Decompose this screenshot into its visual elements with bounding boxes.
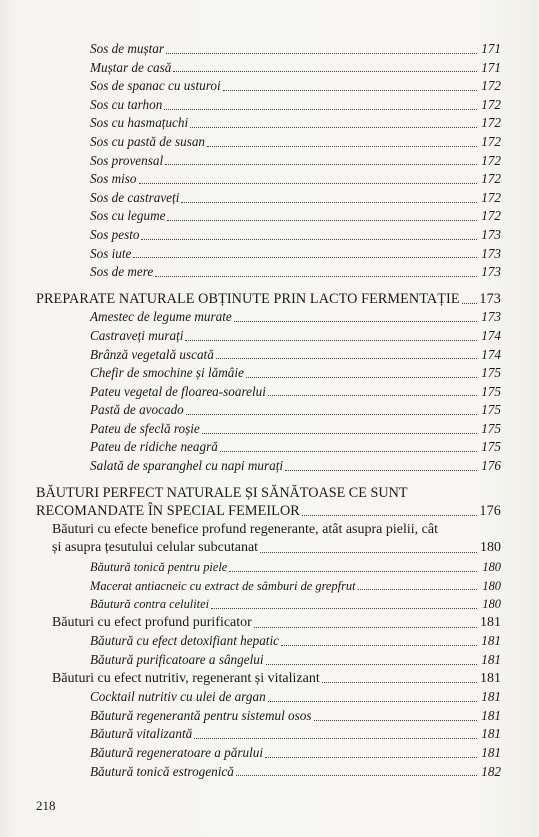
leader-dots <box>220 451 477 452</box>
page-number: 182 <box>481 763 501 779</box>
page-number: 175 <box>481 439 501 455</box>
page-number: 180 <box>482 578 501 593</box>
entry-title: Pateu de sfeclă roșie <box>90 420 200 436</box>
toc-entry[interactable] <box>36 346 501 365</box>
page-number: 174 <box>481 327 501 343</box>
toc-entry[interactable] <box>36 707 501 726</box>
section-title-line2-row <box>36 502 501 521</box>
page-number: 181 <box>480 670 501 686</box>
page-number: 172 <box>481 208 501 224</box>
sauces-group <box>36 40 501 282</box>
page-number: 172 <box>481 133 501 149</box>
leader-dots <box>236 775 477 776</box>
toc-entry[interactable] <box>36 577 501 596</box>
leader-dots <box>358 589 477 590</box>
leader-dots <box>202 433 477 434</box>
entry-title: Brânză vegetală uscată <box>90 346 214 362</box>
spacer <box>36 476 501 484</box>
leader-dots <box>268 701 477 702</box>
leader-dots <box>265 757 477 758</box>
section-lacto-fermentation[interactable] <box>36 290 501 309</box>
toc-entry[interactable] <box>36 77 501 96</box>
leader-dots <box>167 220 477 221</box>
toc-entry[interactable] <box>36 170 501 189</box>
entry-title: Sos cu legume <box>90 208 166 224</box>
toc-entry[interactable] <box>36 226 501 245</box>
entry-title: Băutură regenerantă pentru sistemul osos <box>90 707 312 723</box>
leader-dots <box>229 571 477 572</box>
page-number: 171 <box>481 59 501 75</box>
page-number: 180 <box>480 540 501 556</box>
entry-title: Sos cu hasmațuchi <box>90 115 189 131</box>
entry-title: Chefir de smochine și lămâie <box>90 365 244 381</box>
entry-title: Sos de castraveți <box>90 189 180 205</box>
leader-dots <box>141 239 477 240</box>
entry-title: Sos provensal <box>90 152 164 168</box>
leader-dots <box>165 164 477 165</box>
leader-dots <box>194 738 477 739</box>
subsection-title-line2-row <box>36 539 501 558</box>
leader-dots <box>462 303 477 304</box>
leader-dots <box>260 552 477 553</box>
entry-title: Cocktail nutritiv cu ulei de argan <box>90 689 266 705</box>
toc-entry[interactable] <box>36 327 501 346</box>
leader-dots <box>254 627 477 628</box>
subsection-title: Băuturi cu efect profund purificator <box>52 614 252 630</box>
leader-dots <box>285 470 477 471</box>
leader-dots <box>164 109 477 110</box>
page-number: 172 <box>481 78 501 94</box>
entry-title: Muștar de casă <box>90 59 172 75</box>
toc-entry[interactable] <box>36 632 501 651</box>
leader-dots <box>246 377 477 378</box>
toc-entry[interactable] <box>36 725 501 744</box>
leader-dots <box>268 395 477 396</box>
toc-entry[interactable] <box>36 114 501 133</box>
page-number: 181 <box>481 689 501 705</box>
leader-dots <box>185 340 477 341</box>
toc-entry[interactable] <box>36 133 501 152</box>
page-number: 176 <box>481 458 501 474</box>
leader-dots <box>173 71 477 72</box>
leader-dots <box>207 146 477 147</box>
page-number: 174 <box>481 346 501 362</box>
entry-title: Băutură purificatoare a sângelui <box>90 652 264 667</box>
toc-entry[interactable] <box>36 595 501 614</box>
toc-entry[interactable] <box>36 383 501 402</box>
toc-entry[interactable] <box>36 763 501 782</box>
entry-title: Sos miso <box>90 171 137 187</box>
toc-entry[interactable] <box>36 152 501 171</box>
leader-dots <box>216 358 477 359</box>
toc-entry[interactable] <box>36 364 501 383</box>
page-number: 180 <box>482 560 501 575</box>
leader-dots <box>211 608 477 609</box>
page-number: 175 <box>481 420 501 436</box>
entry-title: Amestec de legume murate <box>90 309 232 325</box>
page-number: 172 <box>481 115 501 131</box>
page-number: 172 <box>481 152 501 168</box>
entry-title: Băutură contra celulitei <box>90 597 210 612</box>
page-number: 173 <box>481 245 501 261</box>
page-number: 172 <box>481 171 501 187</box>
toc-entry[interactable] <box>36 96 501 115</box>
leader-dots <box>281 645 477 646</box>
subsection-nutritiv[interactable] <box>36 670 501 689</box>
page-number: 175 <box>481 383 501 399</box>
nutritiv-group <box>36 688 501 781</box>
page-number: 173 <box>479 290 501 307</box>
page-number: 181 <box>481 633 501 649</box>
toc-entry[interactable] <box>36 744 501 763</box>
entry-title: Sos cu tarhon <box>90 96 163 112</box>
section-bauturi[interactable] <box>36 484 501 521</box>
entry-title: Sos cu pastă de susan <box>90 133 206 149</box>
leader-dots <box>133 257 477 258</box>
toc-entry[interactable] <box>36 263 501 282</box>
regenerante-group <box>36 558 501 614</box>
section-title-line2: RECOMANDATE ÎN SPECIAL FEMEILOR <box>36 503 300 520</box>
page-number: 175 <box>481 365 501 381</box>
toc-entry[interactable] <box>36 40 501 59</box>
page-number: 173 <box>481 226 501 242</box>
leader-dots <box>302 515 477 516</box>
page-number: 171 <box>481 41 501 56</box>
leader-dots <box>186 414 477 415</box>
lacto-group <box>36 308 501 475</box>
entry-title: Sos pesto <box>90 226 140 242</box>
entry-title: Pateu de ridiche neagră <box>90 439 218 455</box>
toc-entry[interactable] <box>36 420 501 439</box>
subsection-regenerante[interactable] <box>36 521 501 558</box>
leader-dots <box>181 202 477 203</box>
toc-entry[interactable] <box>36 401 501 420</box>
toc-entry[interactable] <box>36 438 501 457</box>
toc-entry[interactable] <box>36 245 501 264</box>
leader-dots <box>155 276 477 277</box>
leader-dots <box>190 127 477 128</box>
entry-title: Pateu vegetal de floarea-soarelui <box>90 383 266 399</box>
page-number: 173 <box>481 264 501 280</box>
entry-title: Sos iute <box>90 245 132 261</box>
purificator-group <box>36 632 501 669</box>
entry-title: Castraveți murați <box>90 327 184 343</box>
toc-entry[interactable] <box>36 457 501 476</box>
page-number: 173 <box>481 309 501 325</box>
toc-entry[interactable] <box>36 207 501 226</box>
toc-entry[interactable] <box>36 688 501 707</box>
entry-title: Băutură vitalizantă <box>90 726 193 742</box>
page-number: 181 <box>481 652 501 667</box>
table-of-contents <box>36 40 501 781</box>
subsection-title-line2: și asupra țesutului celular subcutanat <box>52 540 259 556</box>
page-number: 181 <box>481 707 501 723</box>
spacer <box>36 282 501 290</box>
section-title: PREPARATE NATURALE OBȚINUTE PRIN LACTO FERMENTAȚIE <box>36 290 460 307</box>
section-title-line1: BĂUTURI PERFECT NATURALE ȘI SĂNĂTOASE CE SUNT <box>36 484 408 501</box>
toc-entry[interactable] <box>36 308 501 327</box>
leader-dots <box>234 321 477 322</box>
leader-dots <box>266 664 477 665</box>
entry-title: Băutură tonică estrogenică <box>90 763 234 779</box>
subsection-title-line1: Băuturi cu efecte benefice profund regenerante, atât asupra pielii, cât <box>52 521 438 537</box>
entry-title: Băutură regeneratoare a părului <box>90 744 264 760</box>
entry-title: Macerat antiacneic cu extract de sâmburi de grepfrut <box>90 578 356 593</box>
toc-entry[interactable] <box>36 189 501 208</box>
page-number: 172 <box>481 96 501 112</box>
page-number: 176 <box>479 503 501 520</box>
page-number: 181 <box>480 614 501 630</box>
leader-dots <box>166 53 477 54</box>
entry-title: Băutură cu efect detoxifiant hepatic <box>90 633 279 649</box>
toc-entry[interactable] <box>36 651 501 670</box>
page-number: 181 <box>481 744 501 760</box>
leader-dots <box>139 183 477 184</box>
toc-entry[interactable] <box>36 59 501 78</box>
entry-title: Pastă de avocado <box>90 402 184 418</box>
page-number: 181 <box>481 726 501 742</box>
entry-title: Sos de muștar <box>90 41 164 56</box>
leader-dots <box>223 90 477 91</box>
entry-title: Sos de mere <box>90 264 154 280</box>
page-number-footer: 218 <box>36 798 56 813</box>
page-number: 180 <box>482 597 501 612</box>
entry-title: Băutură tonică pentru piele <box>90 560 228 575</box>
leader-dots <box>322 682 477 683</box>
page-number: 175 <box>481 402 501 418</box>
page-number: 172 <box>481 189 501 205</box>
subsection-purificator[interactable] <box>36 614 501 633</box>
toc-entry[interactable] <box>36 558 501 577</box>
leader-dots <box>314 720 478 721</box>
entry-title: Salată de sparanghel cu napi murați <box>90 458 284 474</box>
entry-title: Sos de spanac cu usturoi <box>90 78 221 94</box>
subsection-title: Băuturi cu efect nutritiv, regenerant și vitalizant <box>52 670 320 686</box>
